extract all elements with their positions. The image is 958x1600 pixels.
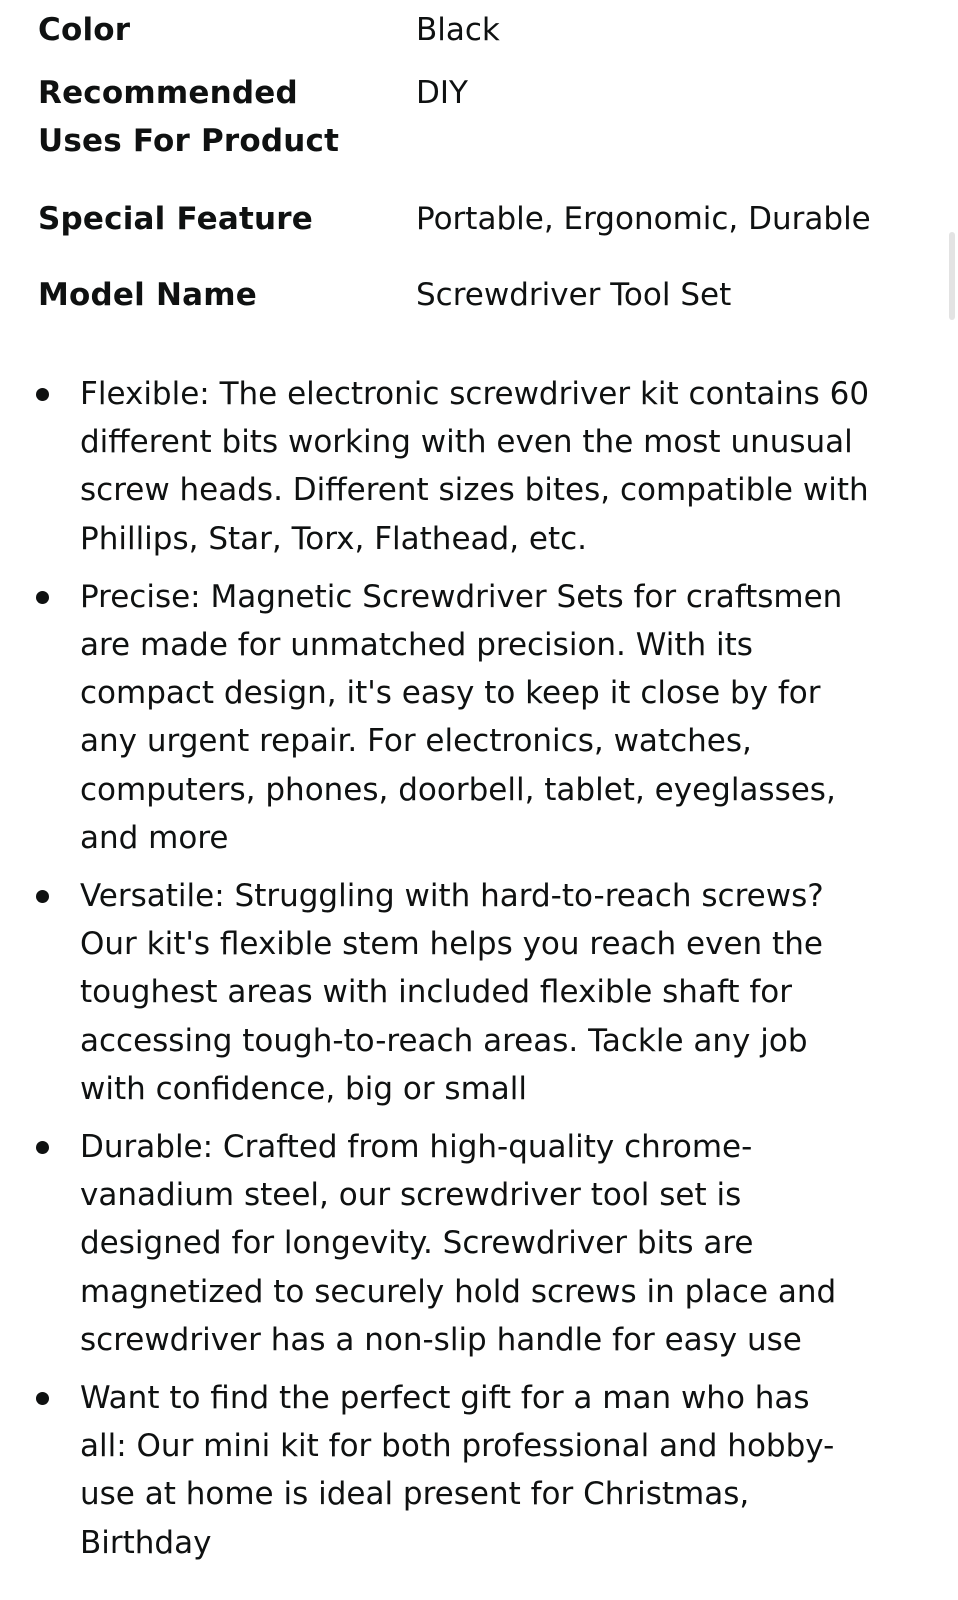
bullet-line: Versatile: Struggling with hard-to-reach screws? bbox=[80, 878, 824, 915]
scrollbar-thumb[interactable] bbox=[949, 232, 955, 320]
bullet-line: toughest areas with included flexible shaft for bbox=[80, 974, 792, 1011]
bullet-line: magnetized to securely hold screws in place and bbox=[80, 1273, 837, 1310]
bullet-line: use at home is ideal present for Christmas, bbox=[80, 1476, 750, 1513]
feature-bullet bbox=[0, 370, 958, 563]
bullet-line: designed for longevity. Screwdriver bits are bbox=[80, 1225, 754, 1262]
bullet-dot-icon bbox=[36, 591, 49, 604]
bullet-line: accessing tough-to-reach areas. Tackle any job bbox=[80, 1022, 808, 1059]
bullet-line: compact design, it's easy to keep it close by for bbox=[80, 675, 821, 712]
bullet-line: Our kit's flexible stem helps you reach even the bbox=[80, 926, 823, 963]
spec-value: Screwdriver Tool Set bbox=[416, 277, 732, 313]
bullet-line: Want to find the perfect gift for a man who has bbox=[80, 1380, 810, 1417]
bullet-dot-icon bbox=[36, 890, 49, 903]
bullet-line: are made for unmatched precision. With its bbox=[80, 627, 753, 664]
bullet-line: Durable: Crafted from high-quality chrome- bbox=[80, 1129, 753, 1166]
bullet-dot-icon bbox=[36, 1392, 49, 1405]
bullet-line: screw heads. Different sizes bites, compatible with bbox=[80, 472, 869, 509]
spec-row-color bbox=[38, 6, 918, 69]
bullet-line: different bits working with even the most unusual bbox=[80, 424, 853, 461]
bullet-dot-icon bbox=[36, 1141, 49, 1154]
bullet-line: Birthday bbox=[80, 1524, 212, 1561]
spec-row-recommended-uses bbox=[38, 69, 918, 195]
scrollbar[interactable] bbox=[946, 0, 958, 1600]
spec-label: Model Name bbox=[38, 277, 257, 313]
bullet-line: screwdriver has a non-slip handle for easy use bbox=[80, 1321, 802, 1358]
bullet-line: Flexible: The electronic screwdriver kit contains 60 bbox=[80, 376, 870, 412]
spec-label-line: Recommended bbox=[38, 75, 298, 111]
bullet-line: computers, phones, doorbell, tablet, eyeglasses, bbox=[80, 771, 836, 808]
feature-bullet bbox=[0, 1374, 958, 1567]
feature-bullet-list bbox=[0, 370, 958, 1577]
bullet-line: vanadium steel, our screwdriver tool set is bbox=[80, 1177, 742, 1214]
bullet-line: any urgent repair. For electronics, watches, bbox=[80, 723, 752, 760]
spec-label bbox=[38, 69, 416, 165]
spec-value: DIY bbox=[416, 75, 468, 111]
spec-label: Color bbox=[38, 12, 131, 48]
bullet-line: Phillips, Star, Torx, Flathead, etc. bbox=[80, 520, 588, 557]
spec-value: Portable, Ergonomic, Durable bbox=[416, 201, 871, 237]
product-spec-table bbox=[38, 6, 918, 331]
feature-bullet bbox=[0, 1123, 958, 1364]
spec-value: Black bbox=[416, 12, 500, 48]
bullet-line: Precise: Magnetic Screwdriver Sets for craftsmen bbox=[80, 578, 843, 615]
bullet-line: with confidence, big or small bbox=[80, 1070, 527, 1107]
spec-row-model-name bbox=[38, 271, 918, 331]
feature-bullet bbox=[0, 872, 958, 1113]
bullet-dot-icon bbox=[36, 388, 49, 401]
spec-label: Special Feature bbox=[38, 201, 313, 237]
bullet-line: all: Our mini kit for both professional and hobby- bbox=[80, 1428, 835, 1465]
bullet-line: and more bbox=[80, 819, 229, 856]
feature-bullet bbox=[0, 573, 958, 862]
spec-row-special-feature bbox=[38, 195, 918, 271]
spec-label-line: Uses For Product bbox=[38, 123, 340, 159]
